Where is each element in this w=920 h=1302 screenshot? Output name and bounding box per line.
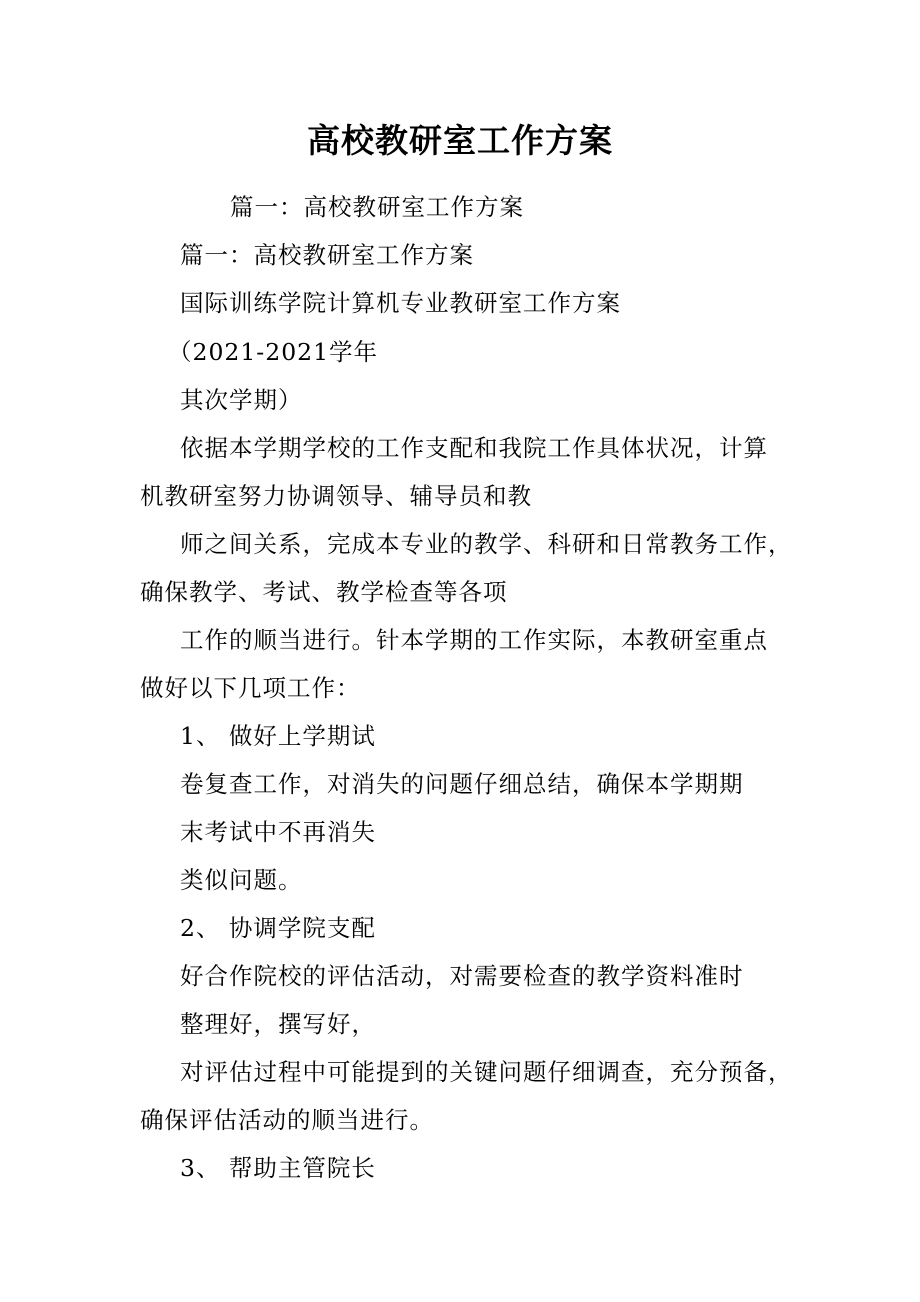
- paragraph-line: 做好以下几项工作：: [140, 674, 361, 702]
- list-item-2-text: 好合作院校的评估活动，对需要检查的教学资料准时: [180, 962, 744, 990]
- list-item-2-text: 对评估过程中可能提到的关键问题仔细调查，充分预备，: [180, 1058, 793, 1086]
- section-heading-centered: 篇一：高校教研室工作方案: [230, 193, 524, 221]
- plan-title-line: 国际训练学院计算机专业教研室工作方案: [180, 289, 621, 317]
- paragraph-line: 确保教学、考试、教学检查等各项: [140, 578, 508, 606]
- list-item-1-text: 卷复查工作，对消失的问题仔细总结，确保本学期期: [180, 770, 744, 798]
- paragraph-line: 师之间关系，完成本专业的教学、科研和日常教务工作，: [180, 530, 793, 558]
- list-item-3-heading: 3、 帮助主管院长: [180, 1154, 376, 1182]
- document-title: 高校教研室工作方案: [307, 121, 613, 160]
- section-heading: 篇一：高校教研室工作方案: [180, 241, 474, 269]
- list-item-2-text: 确保评估活动的顺当进行。: [140, 1106, 434, 1134]
- academic-year-line: （2021-2021学年: [168, 338, 379, 366]
- list-item-1-text: 类似问题。: [180, 866, 303, 894]
- paragraph-line: 机教研室努力协调领导、辅导员和教: [140, 482, 532, 510]
- paragraph-line: 依据本学期学校的工作支配和我院工作具体状况，计算: [180, 434, 768, 462]
- list-item-2-heading: 2、 协调学院支配: [180, 914, 376, 942]
- list-item-2-text: 整理好，撰写好，: [180, 1010, 376, 1038]
- list-item-1-heading: 1、 做好上学期试: [180, 722, 376, 750]
- paragraph-line: 工作的顺当进行。针本学期的工作实际，本教研室重点: [180, 626, 768, 654]
- list-item-1-text: 末考试中不再消失: [180, 818, 376, 846]
- semester-line: 其次学期）: [180, 386, 303, 414]
